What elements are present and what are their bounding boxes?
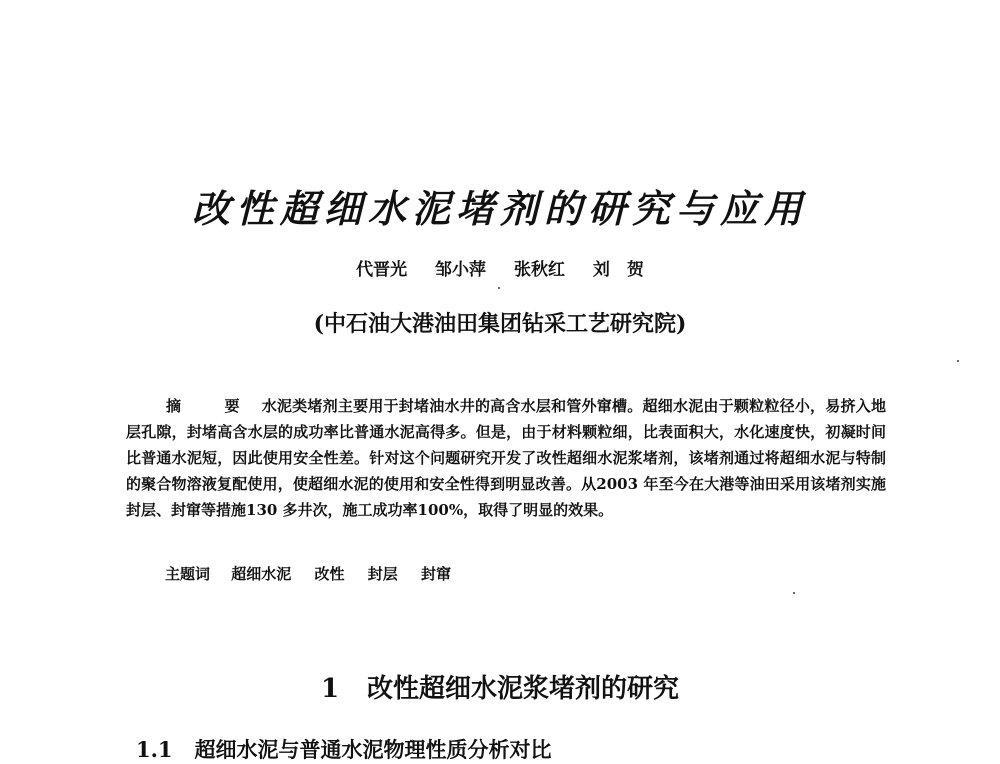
keywords: [165, 563, 469, 584]
keyword: 封窜: [421, 565, 452, 583]
author-list: [0, 255, 1000, 280]
scan-speck: [793, 592, 795, 594]
author-name: 张秋红: [513, 260, 565, 280]
scan-speck: [957, 360, 959, 362]
keyword: 改性: [314, 565, 345, 583]
abstract-text: 水泥类堵剂主要用于封堵油水井的高含水层和管外窜槽。超细水泥由于颗粒粒径小，易挤入地层孔隙，封堵高含水层的成功率比普通水泥高得多。但是，由于材料颗粒细，比表面积大，水化速度快，初凝时间比普通水泥短，因此使用安全性差。针对这个问题研究开发了改性超细水泥浆堵剂，该堵剂通过将超细水泥与特制的聚合物溶液复配使用，使超细水泥的使用和安全性得到明显改善。从2003 年至今在大港等油田采用该堵剂实施封层、封窜等措施130 多井次，施工成功率100%，取得了明显的效果。: [126, 397, 886, 519]
abstract-label: 摘 要: [166, 397, 254, 415]
abstract: [126, 393, 886, 523]
author-name: 刘 贺: [592, 260, 644, 280]
section-title: 改性超细水泥浆堵剂的研究: [367, 674, 680, 704]
section-number: 1: [320, 674, 340, 704]
keywords-label: 主题词: [165, 565, 211, 583]
author-name: 代晋光: [356, 260, 408, 280]
section-heading: [0, 668, 1000, 705]
subsection-number: 1.1: [136, 737, 173, 762]
author-name: 邹小萍: [435, 260, 487, 280]
keyword: 封层: [367, 565, 398, 583]
subsection-title: 超细水泥与普通水泥物理性质分析对比: [194, 737, 552, 762]
scan-speck: [498, 287, 500, 289]
keyword: 超细水泥: [231, 565, 292, 583]
affiliation: (中石油大港油田集团钻采工艺研究院): [313, 311, 687, 337]
paper-title: 改性超细水泥堵剂的研究与应用: [191, 186, 808, 231]
